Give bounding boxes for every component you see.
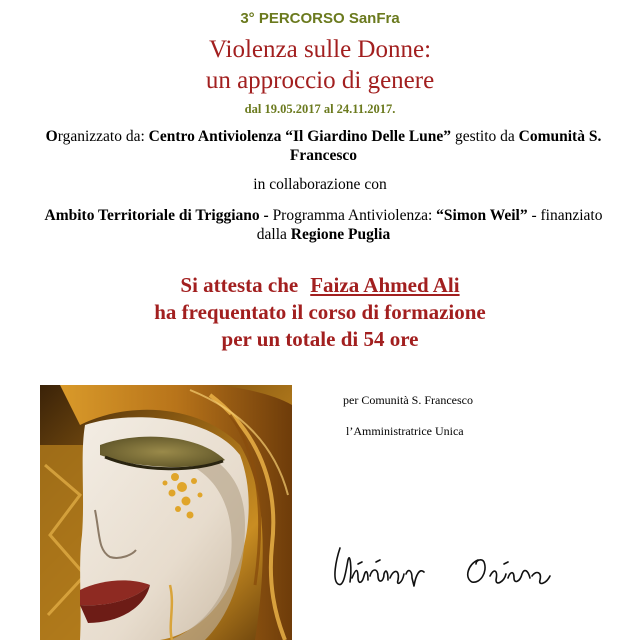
partner-program-name: “Simon Weil”	[436, 207, 528, 224]
attestation-prefix: Si attesta che	[180, 273, 299, 297]
partner-paragraph	[36, 206, 611, 244]
handwritten-signature	[328, 538, 558, 600]
organizer-community: Comunità S. Francesco	[289, 128, 602, 164]
attestation-block	[0, 272, 640, 353]
attestation-line-3: per un totale di 54 ore	[221, 327, 419, 351]
signatory-role: l’Amministratrice Unica	[346, 424, 464, 438]
organizer-center-name: Centro Antiviolenza “Il Giardino Delle Lune”	[148, 128, 452, 145]
organizer-prefix-initial: O	[45, 128, 58, 145]
organizer-paragraph	[36, 127, 611, 165]
title-line-2: un approccio di genere	[205, 67, 435, 94]
partner-ambito: Ambito Territoriale di Triggiano -	[44, 207, 269, 224]
participant-name: Faiza Ahmed Ali	[310, 273, 460, 297]
course-name: 3° PERCORSO SanFra	[240, 10, 400, 27]
certificate-title	[0, 34, 640, 96]
partner-program-text: Programma Antiviolenza:	[268, 207, 437, 224]
attestation-line-2: ha frequentato il corso di formazione	[154, 300, 486, 324]
partner-region: Regione Puglia	[290, 226, 391, 243]
organizer-managed-by: gestito da	[451, 128, 519, 145]
painting-illustration	[40, 385, 292, 640]
collaboration-text: in collaborazione con	[253, 176, 387, 193]
course-dates: dal 19.05.2017 al 24.11.2017.	[244, 102, 396, 116]
organizer-prefix: rganizzato da:	[57, 128, 149, 145]
painting-image	[40, 385, 292, 640]
partner-funded-text: - finanziato dalla	[256, 207, 603, 243]
signatory-organization: per Comunità S. Francesco	[343, 393, 473, 407]
title-line-1: Violenza sulle Donne:	[208, 36, 432, 63]
attestation-line-1	[0, 272, 640, 299]
